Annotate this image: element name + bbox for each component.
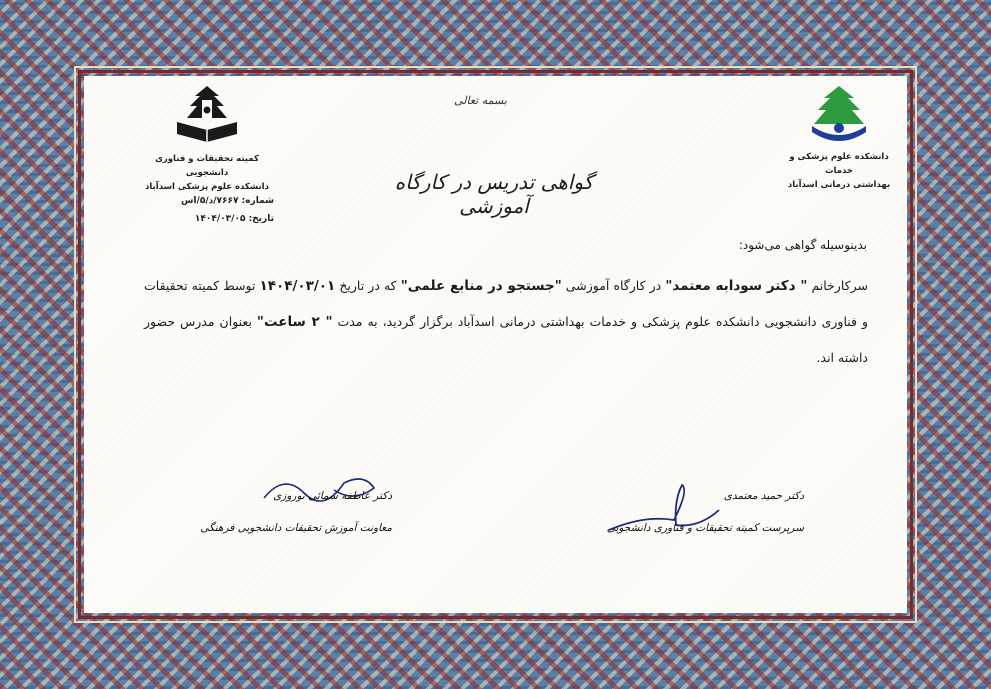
body-part-b: در کارگاه آموزشی (561, 278, 662, 293)
left-logo-line1: کمیته تحقیقات و فناوری دانشجویی (155, 154, 259, 178)
certificate-paper (84, 76, 907, 613)
left-logo-line2: دانشکده علوم پزشکی اسدآباد (145, 182, 269, 192)
body-part-c: که در تاریخ (335, 278, 397, 293)
signature-right-name: دکتر حمید معتمدی (723, 490, 804, 502)
document-number: شماره: ۷۶۶۷/د/۵/اس (181, 196, 274, 206)
recipient-name: " دکتر سودابه معتمد" (665, 278, 808, 294)
signature-left (192, 490, 392, 534)
left-logo (142, 84, 272, 194)
certificate-body (144, 268, 868, 376)
workshop-title: "جستجو در منابع علمی" (400, 278, 562, 294)
university-emblem-icon (804, 84, 874, 146)
intro-line: بدینوسیله گواهی می‌شود: (738, 238, 867, 252)
body-part-a: سرکارخانم (807, 278, 868, 293)
document-date: تاریخ: ۱۴۰۴/۰۳/۰۵ (194, 214, 274, 224)
right-logo-line1: دانشکده علوم پزشکی و خدمات (789, 152, 889, 176)
signature-left-name: دکتر عاطفه سمائی نوروزی (273, 490, 392, 502)
bismillah: بسمه تعالی (454, 94, 507, 107)
certificate-title: گواهی تدریس در کارگاه آموزشی (394, 170, 594, 218)
signature-right (594, 490, 804, 534)
body-part-e: بعنوان مدرس حضور داشته اند. (144, 314, 868, 365)
signature-left-role: معاونت آموزش تحقیقات دانشجویی فرهنگی (200, 522, 392, 534)
body-part-d: توسط کمیته تحقیقات و فناوری دانشجویی دانشکده علوم پزشکی و خدمات بهداشتی درمانی اسدآباد برگزار گردید، به مدت (144, 278, 869, 329)
right-logo-line2: بهداشتی درمانی اسدآباد (787, 180, 891, 190)
workshop-duration: " ۲ ساعت" (256, 314, 333, 330)
document-meta (144, 192, 274, 228)
signature-right-role: سرپرست کمیته تحقیقات و فناوری دانشجویی (606, 522, 804, 534)
right-logo (784, 84, 894, 192)
workshop-date: ۱۴۰۴/۰۳/۰۱ (259, 278, 336, 294)
committee-emblem-icon (171, 84, 243, 148)
